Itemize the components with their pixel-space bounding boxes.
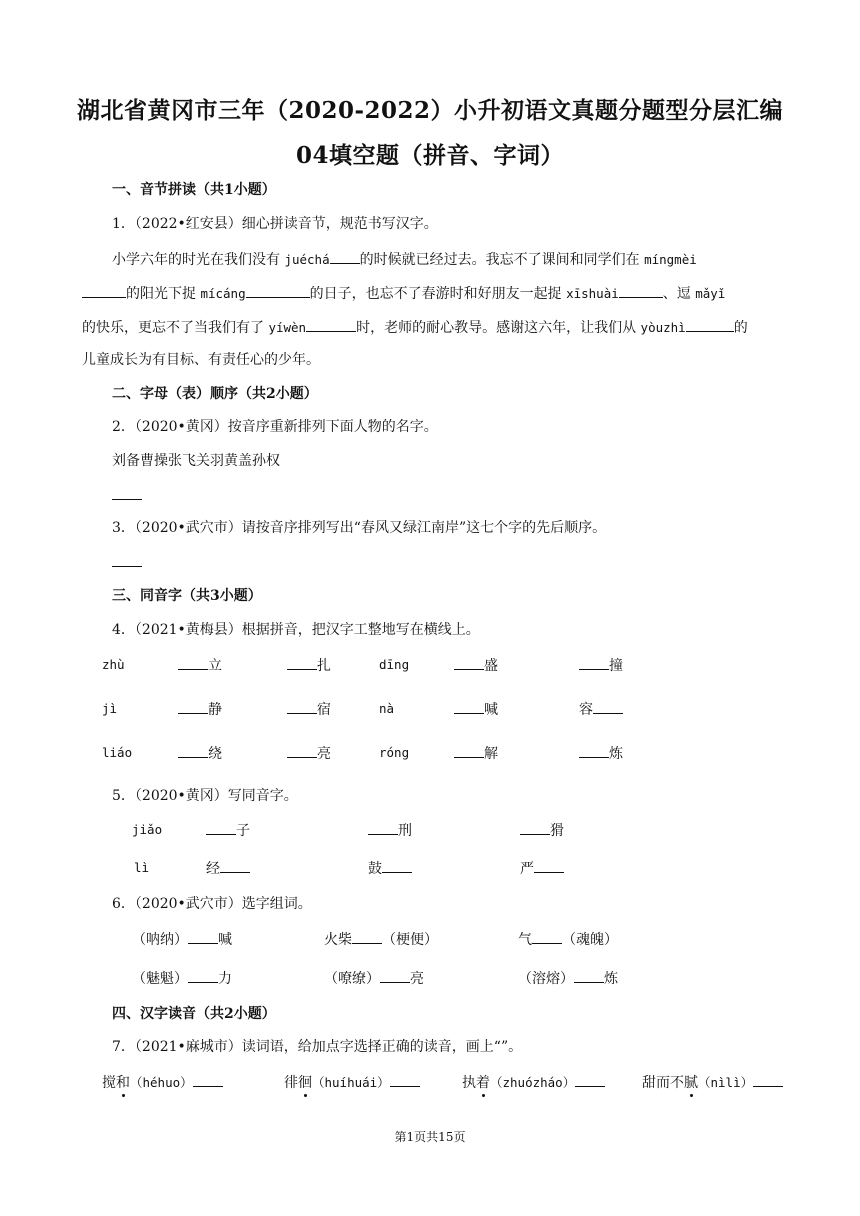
blank-item: 经 (206, 858, 250, 879)
pinyin-label: jiǎo (132, 822, 163, 837)
question-6-stem: 6．（2020•武穴市）选字组词。 (112, 896, 312, 912)
word-item: 执着（zhuózháo） (462, 1072, 605, 1093)
blank-item: 撞 (579, 655, 623, 676)
blank-item: 绕 (178, 743, 222, 764)
pinyin-label: jì (102, 701, 118, 716)
word-item: 徘徊（huíhuái） (284, 1072, 420, 1093)
question-1-line-1: 小学六年的时光在我们没有 juéchá 的时候就已经过去。我忘不了课间和同学们在 míngmèi (112, 249, 697, 270)
doc-title-line1: 湖北省黄冈市三年（2020-2022）小升初语文真题分题型分层汇编 (76, 97, 784, 124)
page-number: 第1页共15页 (394, 1130, 466, 1144)
section-heading-1: 一、音节拼读（共1小题） (112, 182, 276, 198)
blank-item: 严 (520, 858, 564, 879)
question-1-line-2: 的阳光下捉 mícáng 的日子，也忘不了春游时和好朋友一起捉 xīshuài 、逗 mǎyǐ (82, 283, 725, 304)
answer-blank[interactable] (246, 283, 310, 298)
question-7-stem: 7．（2021•麻城市）读词语，给加点字选择正确的读音，画上“”。 (112, 1039, 523, 1055)
answer-blank[interactable] (82, 283, 126, 298)
question-1-line-3: 的快乐，更忘不了当我们有了 yíwèn 时，老师的耐心教导。感谢这六年，让我们从 yòuzhì 的 (82, 317, 748, 338)
blank-item: 宿 (287, 699, 331, 720)
blank-item: 静 (178, 699, 222, 720)
answer-blank[interactable] (686, 317, 734, 332)
question-1-stem: 1．（2022•红安县）细心拼读音节，规范书写汉字。 (112, 216, 438, 232)
blank-item: 盛 (454, 655, 498, 676)
doc-title-line2: 04填空题（拼音、字词） (295, 142, 564, 169)
blank-item: 喊 (454, 699, 498, 720)
blank-item: 鼓 (368, 858, 412, 879)
answer-blank[interactable] (330, 249, 360, 264)
blank-item: （溶熔） 炼 (518, 968, 618, 989)
question-2-stem: 2．（2020•黄冈）按音序重新排列下面人物的名字。 (112, 419, 438, 435)
blank-item: 扎 (287, 655, 331, 676)
answer-blank[interactable] (619, 283, 663, 298)
pinyin-label: liáo (102, 745, 133, 760)
question-3-stem: 3．（2020•武穴市）请按音序排列写出“春风又绿江南岸”这七个字的先后顺序。 (112, 520, 607, 536)
blank-item: 容 (579, 699, 623, 720)
section-heading-3: 三、同音字（共3小题） (112, 588, 262, 604)
pinyin-label: dīng (379, 657, 410, 672)
question-5-stem: 5．（2020•黄冈）写同音字。 (112, 788, 298, 804)
pinyin-label: nà (379, 701, 395, 716)
answer-blank[interactable] (306, 317, 356, 332)
question-2-names: 刘备曹操张飞关羽黄盖孙权 (112, 453, 280, 469)
blank-item: 火柴 （梗便） (324, 929, 438, 950)
blank-item: 刑 (368, 820, 412, 841)
question-1-line-4: 儿童成长为有目标、有责任心的少年。 (82, 352, 320, 368)
pinyin-label: lì (134, 860, 150, 875)
blank-item: 子 (206, 820, 250, 841)
word-item: 甜而不腻（nìlì） (642, 1072, 783, 1093)
pinyin-label: zhù (102, 657, 125, 672)
pinyin-label: róng (379, 745, 410, 760)
blank-item: 气 （魂魄） (518, 929, 618, 950)
section-heading-2: 二、字母（表）顺序（共2小题） (112, 386, 318, 402)
blank-item: 炼 (579, 743, 623, 764)
answer-blank[interactable] (112, 552, 142, 567)
answer-blank[interactable] (112, 485, 142, 500)
blank-item: （呐纳） 喊 (132, 929, 232, 950)
blank-item: （魅魁） 力 (132, 968, 232, 989)
section-heading-4: 四、汉字读音（共2小题） (112, 1006, 276, 1022)
blank-item: 立 (178, 655, 222, 676)
blank-item: 猾 (520, 820, 564, 841)
blank-item: 亮 (287, 743, 331, 764)
blank-item: 解 (454, 743, 498, 764)
blank-item: （嘹缭） 亮 (324, 968, 424, 989)
word-item: 搅和（héhuo） (102, 1072, 223, 1093)
question-4-stem: 4．（2021•黄梅县）根据拼音，把汉字工整地写在横线上。 (112, 622, 480, 638)
